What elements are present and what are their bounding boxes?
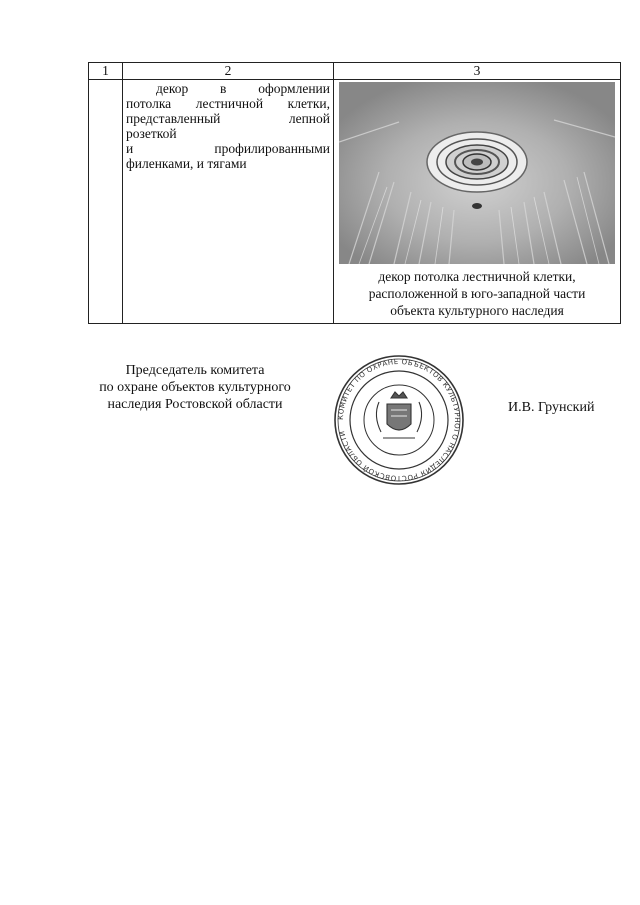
caption-line: расположенной в юго-западной части [368,286,586,301]
photo-cell [334,80,621,324]
table-row [89,80,621,324]
official-seal [333,352,465,488]
description-cell [123,80,334,324]
coat-of-arms-icon [376,392,421,438]
description-line: филенками, и тягами [126,156,247,171]
column-header-2: 2 [123,63,334,80]
description-line: потолка лестничной клетки, [126,96,330,111]
signer-name: И.В. Грунский [508,400,595,415]
signer-position-line: наследия Ростовской области [107,397,283,412]
ceiling-rosette-photo [339,82,615,264]
column-header-1: 1 [89,63,123,80]
photo-wrapper [334,80,620,264]
description-line: представленный лепной [126,111,330,126]
heritage-table [88,62,621,324]
photo-caption [334,264,620,323]
table-header-row [89,63,621,80]
caption-line: декор потолка лестничной клетки, [378,269,576,284]
signer-position-line: по охране объектов культурного [99,380,291,395]
description-text [123,80,333,171]
column-header-3: 3 [334,63,621,80]
signer-position [80,362,310,413]
signer-position-line: Председатель комитета [125,363,265,378]
description-line: и профилированными [126,141,330,156]
seal-ring-text: КОМИТЕТ ПО ОХРАНЕ ОБЪЕКТОВ КУЛЬТУРНОГО НАСЛЕДИЯ РОСТОВСКОЙ ОБЛАСТИ [336,357,462,483]
description-line: розеткой [126,126,177,141]
row-number-cell [89,80,123,324]
description-line: декор в оформлении [156,81,330,96]
caption-line: объекта культурного наследия [390,303,564,318]
